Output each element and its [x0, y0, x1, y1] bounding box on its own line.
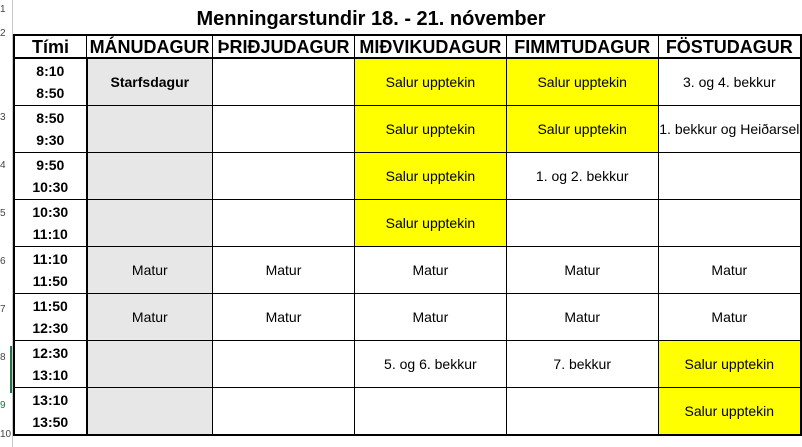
time-end: 8:50	[36, 85, 65, 101]
cell-wednesday[interactable]: Matur	[354, 247, 506, 294]
header-monday[interactable]: MÁNUDAGUR	[87, 35, 213, 58]
time-slot-cell[interactable]	[14, 294, 87, 341]
time-end: 13:50	[32, 414, 69, 430]
table-row	[14, 247, 801, 294]
row-number[interactable]: 5	[0, 208, 6, 219]
header-thursday[interactable]: FIMMTUDAGUR	[506, 35, 658, 58]
time-slot-cell[interactable]	[14, 388, 87, 436]
cell-thursday[interactable]	[506, 388, 658, 436]
row-number[interactable]: 10	[0, 429, 12, 440]
row-number[interactable]: 8	[0, 352, 6, 363]
cell-thursday[interactable]: Salur upptekin	[506, 106, 658, 153]
time-end: 13:10	[32, 367, 69, 383]
table-row	[14, 58, 801, 106]
cell-monday[interactable]	[87, 106, 213, 153]
cell-tuesday[interactable]	[213, 153, 355, 200]
cell-wednesday[interactable]: Salur upptekin	[354, 58, 506, 106]
row-number[interactable]: 4	[0, 160, 6, 171]
table-row	[14, 388, 801, 436]
cell-thursday[interactable]: Matur	[506, 294, 658, 341]
time-start: 12:30	[32, 345, 69, 361]
time-slot-cell[interactable]	[14, 200, 87, 247]
cell-friday[interactable]: Salur upptekin	[658, 388, 801, 436]
cell-monday[interactable]	[87, 341, 213, 388]
row-number[interactable]: 9	[0, 400, 6, 411]
header-time[interactable]: Tími	[14, 35, 87, 58]
time-start: 9:50	[36, 157, 65, 173]
cell-wednesday[interactable]	[354, 388, 506, 436]
time-slot-cell[interactable]	[14, 341, 87, 388]
cell-tuesday[interactable]: Matur	[213, 294, 355, 341]
table-row	[14, 153, 801, 200]
cell-tuesday[interactable]	[213, 341, 355, 388]
cell-thursday[interactable]: Matur	[506, 247, 658, 294]
sheet-title[interactable]: Menningarstundir 18. - 21. nóvember	[196, 8, 546, 30]
time-start: 13:10	[32, 392, 69, 408]
cell-tuesday[interactable]: Matur	[213, 247, 355, 294]
cell-tuesday[interactable]	[213, 200, 355, 247]
cell-thursday[interactable]	[506, 200, 658, 247]
time-end: 10:30	[32, 179, 69, 195]
cell-friday[interactable]: Salur upptekin	[658, 341, 801, 388]
time-end: 12:30	[32, 320, 69, 336]
cell-thursday[interactable]: 1. og 2. bekkur	[506, 153, 658, 200]
cell-friday[interactable]	[658, 200, 801, 247]
cell-friday[interactable]: 1. bekkur og Heiðarsel	[658, 106, 801, 153]
cell-tuesday[interactable]	[213, 388, 355, 436]
time-start: 8:10	[36, 63, 65, 79]
header-friday[interactable]: FÖSTUDAGUR	[658, 35, 801, 58]
time-start: 8:50	[36, 110, 65, 126]
cell-monday[interactable]	[87, 200, 213, 247]
row-number[interactable]: 3	[0, 112, 6, 123]
table-row	[14, 341, 801, 388]
time-start: 11:10	[32, 251, 68, 267]
cell-monday[interactable]: Matur	[87, 247, 213, 294]
time-slot-cell[interactable]	[14, 153, 87, 200]
table-row	[14, 106, 801, 153]
cell-friday[interactable]	[658, 153, 801, 200]
time-start: 10:30	[32, 204, 69, 220]
time-slot-cell[interactable]	[14, 58, 87, 106]
cell-wednesday[interactable]: Salur upptekin	[354, 106, 506, 153]
cell-monday[interactable]	[87, 388, 213, 436]
time-end: 9:30	[36, 132, 65, 148]
cell-monday[interactable]	[87, 153, 213, 200]
cell-friday[interactable]: 3. og 4. bekkur	[658, 58, 801, 106]
schedule-table	[13, 34, 802, 436]
cell-thursday[interactable]: Salur upptekin	[506, 58, 658, 106]
header-tuesday[interactable]: ÞRIÐJUDAGUR	[213, 35, 355, 58]
row-number[interactable]: 2	[0, 28, 6, 39]
time-slot-cell[interactable]	[14, 247, 87, 294]
time-end: 11:10	[32, 226, 68, 242]
table-row	[14, 200, 801, 247]
cell-wednesday[interactable]: 5. og 6. bekkur	[354, 341, 506, 388]
time-start: 11:50	[32, 298, 68, 314]
cell-wednesday[interactable]: Salur upptekin	[354, 153, 506, 200]
cell-thursday[interactable]: 7. bekkur	[506, 341, 658, 388]
row-selection-indicator	[10, 346, 12, 393]
time-slot-cell[interactable]	[14, 106, 87, 153]
row-number[interactable]: 6	[0, 256, 6, 267]
row-number[interactable]: 7	[0, 304, 6, 315]
header-wednesday[interactable]: MIÐVIKUDAGUR	[354, 35, 506, 58]
cell-friday[interactable]: Matur	[658, 294, 801, 341]
cell-wednesday[interactable]: Salur upptekin	[354, 200, 506, 247]
table-row	[14, 294, 801, 341]
header-row	[14, 35, 801, 58]
cell-monday[interactable]: Matur	[87, 294, 213, 341]
time-end: 11:50	[32, 273, 68, 289]
cell-friday[interactable]: Matur	[658, 247, 801, 294]
cell-tuesday[interactable]	[213, 106, 355, 153]
cell-tuesday[interactable]	[213, 58, 355, 106]
row-number[interactable]: 1	[0, 4, 6, 15]
cell-monday[interactable]: Starfsdagur	[87, 58, 213, 106]
cell-wednesday[interactable]: Matur	[354, 294, 506, 341]
